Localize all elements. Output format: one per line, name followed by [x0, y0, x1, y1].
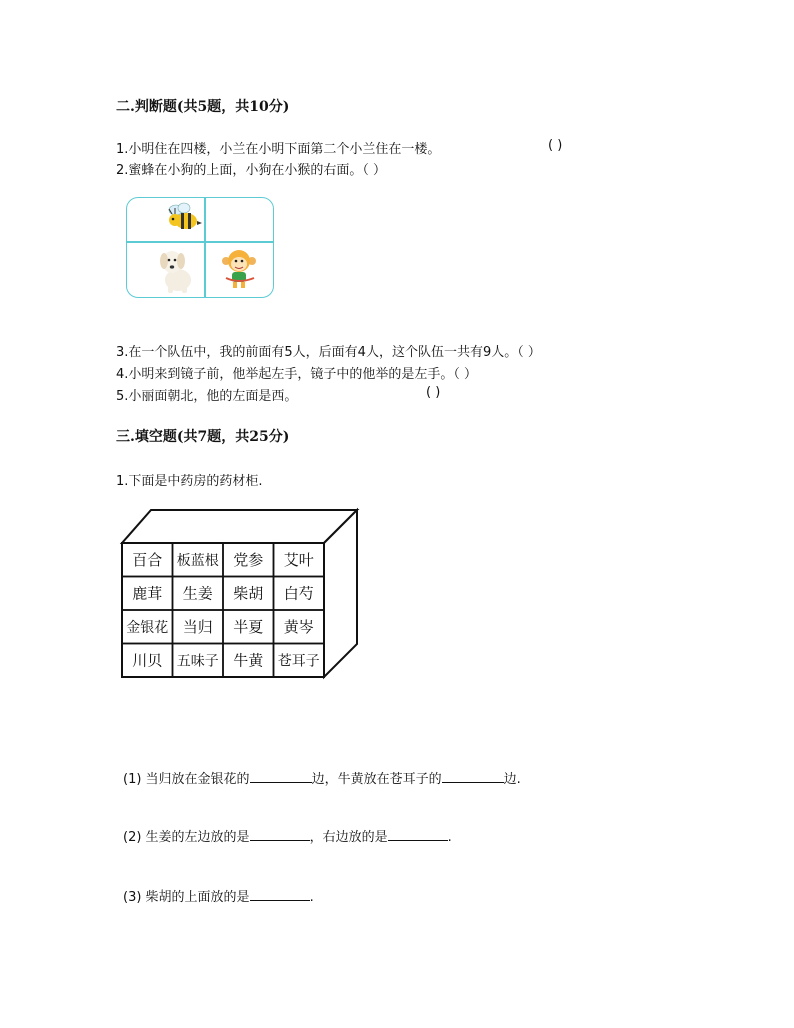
- cabinet-drawer-label: 金银花: [126, 619, 169, 636]
- sub-question-1-part-b: 边，牛黄放在苍耳子的: [311, 772, 442, 787]
- cabinet-drawer-label: 柴胡: [233, 584, 264, 603]
- cabinet-drawer-label: 百合: [132, 550, 163, 569]
- answer-blank-1b[interactable]: [442, 768, 504, 783]
- sub-question-2-part-b: ，右边放的是: [309, 830, 388, 845]
- cabinet-drawer-label: 鹿茸: [132, 584, 163, 603]
- question-5-answer-paren[interactable]: ( ): [426, 385, 441, 400]
- medicine-cabinet: [118, 506, 362, 682]
- sub-question-1-part-c: 边.: [503, 772, 521, 787]
- fill-question-1-text: 1.下面是中药房的药材柜.: [116, 474, 263, 489]
- monkey-icon: [220, 248, 258, 290]
- cabinet-drawer-label: 黄岑: [283, 617, 314, 636]
- cabinet-drawer-label: 半夏: [233, 617, 264, 636]
- cabinet-drawer-label: 生姜: [182, 584, 213, 603]
- sub-question-3-part-a: (3) 柴胡的上面放的是: [123, 890, 250, 905]
- cabinet-drawer-label: 白芍: [283, 584, 314, 603]
- sub-question-3: [123, 886, 314, 905]
- answer-blank-1a[interactable]: [250, 768, 312, 783]
- question-1-text: 1.小明住在四楼，小兰在小明下面第二个小兰住在一楼。: [116, 142, 441, 157]
- cabinet-drawer-label: 川贝: [132, 651, 163, 670]
- section3-heading: 三.填空题(共7题，共25分): [116, 429, 290, 445]
- sub-question-2: [123, 826, 452, 845]
- answer-blank-3[interactable]: [250, 886, 310, 901]
- sub-question-2-part-a: (2) 生姜的左边放的是: [123, 830, 250, 845]
- cabinet-drawer-label: 板蓝根: [176, 552, 219, 569]
- question-4-text: 4.小明来到镜子前，他举起左手，镜子中的他举的是左手。（ ）: [116, 367, 478, 382]
- sub-question-3-part-b: .: [309, 890, 314, 905]
- sub-question-1-part-a: (1) 当归放在金银花的: [123, 772, 250, 787]
- cabinet-drawer-label: 当归: [182, 617, 213, 636]
- question-3-text: 3.在一个队伍中，我的前面有5人，后面有4人，这个队伍一共有9人。（ ）: [116, 345, 541, 360]
- sub-question-1: [123, 768, 521, 787]
- question-5-text: 5.小丽面朝北，他的左面是西。: [116, 389, 298, 404]
- grid-divider-horizontal: [127, 241, 273, 243]
- cabinet-drawer-label: 五味子: [176, 653, 219, 670]
- sub-question-2-part-c: .: [447, 830, 452, 845]
- cabinet-drawer-label: 牛黄: [233, 651, 264, 670]
- answer-blank-2a[interactable]: [250, 826, 310, 841]
- cabinet-drawer-label: 党参: [233, 550, 264, 569]
- section2-heading: 二.判断题(共5题，共10分): [116, 99, 290, 115]
- dog-icon: [156, 246, 196, 294]
- cabinet-drawer-label: 苍耳子: [277, 653, 320, 670]
- answer-blank-2b[interactable]: [388, 826, 448, 841]
- question-1-answer-paren[interactable]: ( ): [548, 138, 563, 153]
- bee-icon: [166, 201, 204, 235]
- question-2-text: 2.蜜蜂在小狗的上面，小狗在小猴的右面。（ ）: [116, 163, 387, 178]
- grid-divider-vertical: [204, 198, 206, 297]
- cabinet-drawer-label: 艾叶: [283, 550, 314, 569]
